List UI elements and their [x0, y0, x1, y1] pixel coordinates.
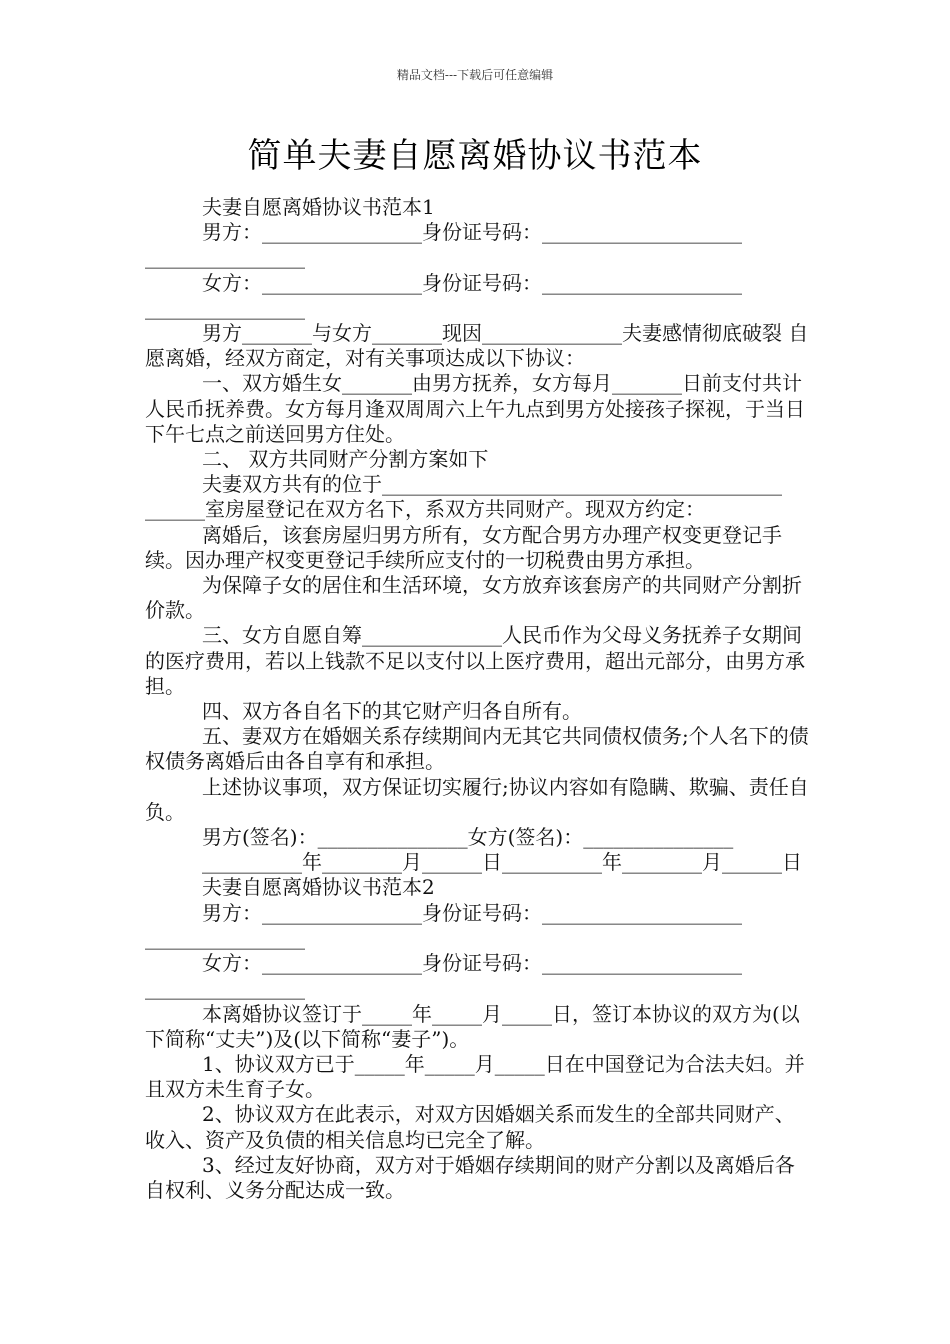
paragraph: ______室房屋登记在双方名下，系双方共同财产。现双方约定： — [145, 497, 705, 522]
paragraph: 男方：________________身份证号码：____________________ — [202, 900, 742, 925]
paragraph: ________________ — [145, 925, 305, 950]
paragraph: 夫妻自愿离婚协议书范本1 — [202, 195, 435, 219]
paragraph: 3、经过友好协商，双方对于婚姻存续期间的财产分割以及离婚后各自权利、义务分配达成一致。 — [145, 1152, 795, 1202]
paragraph: 离婚后，该套房屋归男方所有，女方配合男方办理产权变更登记手续。因办理产权变更登记手续所应支付的一切税费由男方承担。 — [145, 522, 782, 572]
paragraph: 男方_______与女方_______现因______________夫妻感情彻底破裂 自愿离婚，经双方商定，对有关事项达成以下协议： — [145, 321, 809, 371]
paragraph: ________________ — [145, 295, 305, 320]
paragraph: 上述协议事项，双方保证切实履行;协议内容如有隐瞒、欺骗、责任自负。 — [145, 774, 809, 824]
paragraph: 夫妻双方共有的位于________________________________________ — [202, 472, 782, 497]
header-note: 精品文档---下载后可任意编辑 — [396, 68, 554, 82]
paragraph: 三、女方自愿自筹______________人民币作为父母义务抚养子女期间的医疗费用，若以上钱款不足以支付以上医疗费用，超出元部分，由男方承担。 — [145, 623, 805, 698]
paragraph: 一、双方婚生女_______由男方抚养，女方每月_______日前支付共计人民币抚养费。女方每月逢双周周六上午九点到男方处接孩子探视，于当日下午七点之前送回男方住处。 — [145, 371, 805, 446]
paragraph: 女方：________________身份证号码：____________________ — [202, 951, 742, 976]
document-body — [145, 195, 810, 1203]
paragraph: ________________ — [145, 245, 305, 270]
paragraph: 女方：________________身份证号码：____________________ — [202, 270, 742, 295]
paragraph: 为保障子女的居住和生活环境，女方放弃该套房产的共同财产分割折价款。 — [145, 573, 802, 623]
paragraph: ________________ — [145, 976, 305, 1001]
paragraph: 1、协议双方已于_____年_____月_____日在中国登记为合法夫妇。并且双方未生育子女。 — [145, 1051, 805, 1102]
paragraph: 男方：________________身份证号码：____________________ — [202, 220, 742, 245]
paragraph: 夫妻自愿离婚协议书范本2 — [202, 875, 435, 900]
paragraph: 四、双方各自名下的其它财产归各自所有。 — [202, 699, 582, 724]
paragraph: 2、协议双方在此表示，对双方因婚姻关系而发生的全部共同财产、收入、资产及负债的相关信息均已完全了解。 — [145, 1102, 795, 1152]
date-line: __________年________月______日__________年________月______日 — [202, 850, 802, 875]
paragraph: 五、妻双方在婚姻关系存续期间内无其它共同债权债务;个人名下的债权债务离婚后由各自享有和承担。 — [145, 724, 809, 774]
paragraph: 本离婚协议签订于_____年_____月_____日，签订本协议的双方为(以下简称“丈夫”)及(以下简称“妻子”)。 — [145, 1001, 800, 1051]
signature-line: 男方(签名)：_______________女方(签名)：_______________ — [202, 825, 734, 850]
paragraph: 二、 双方共同财产分割方案如下 — [202, 447, 489, 472]
document-title: 简单夫妻自愿离婚协议书范本 — [247, 136, 703, 176]
